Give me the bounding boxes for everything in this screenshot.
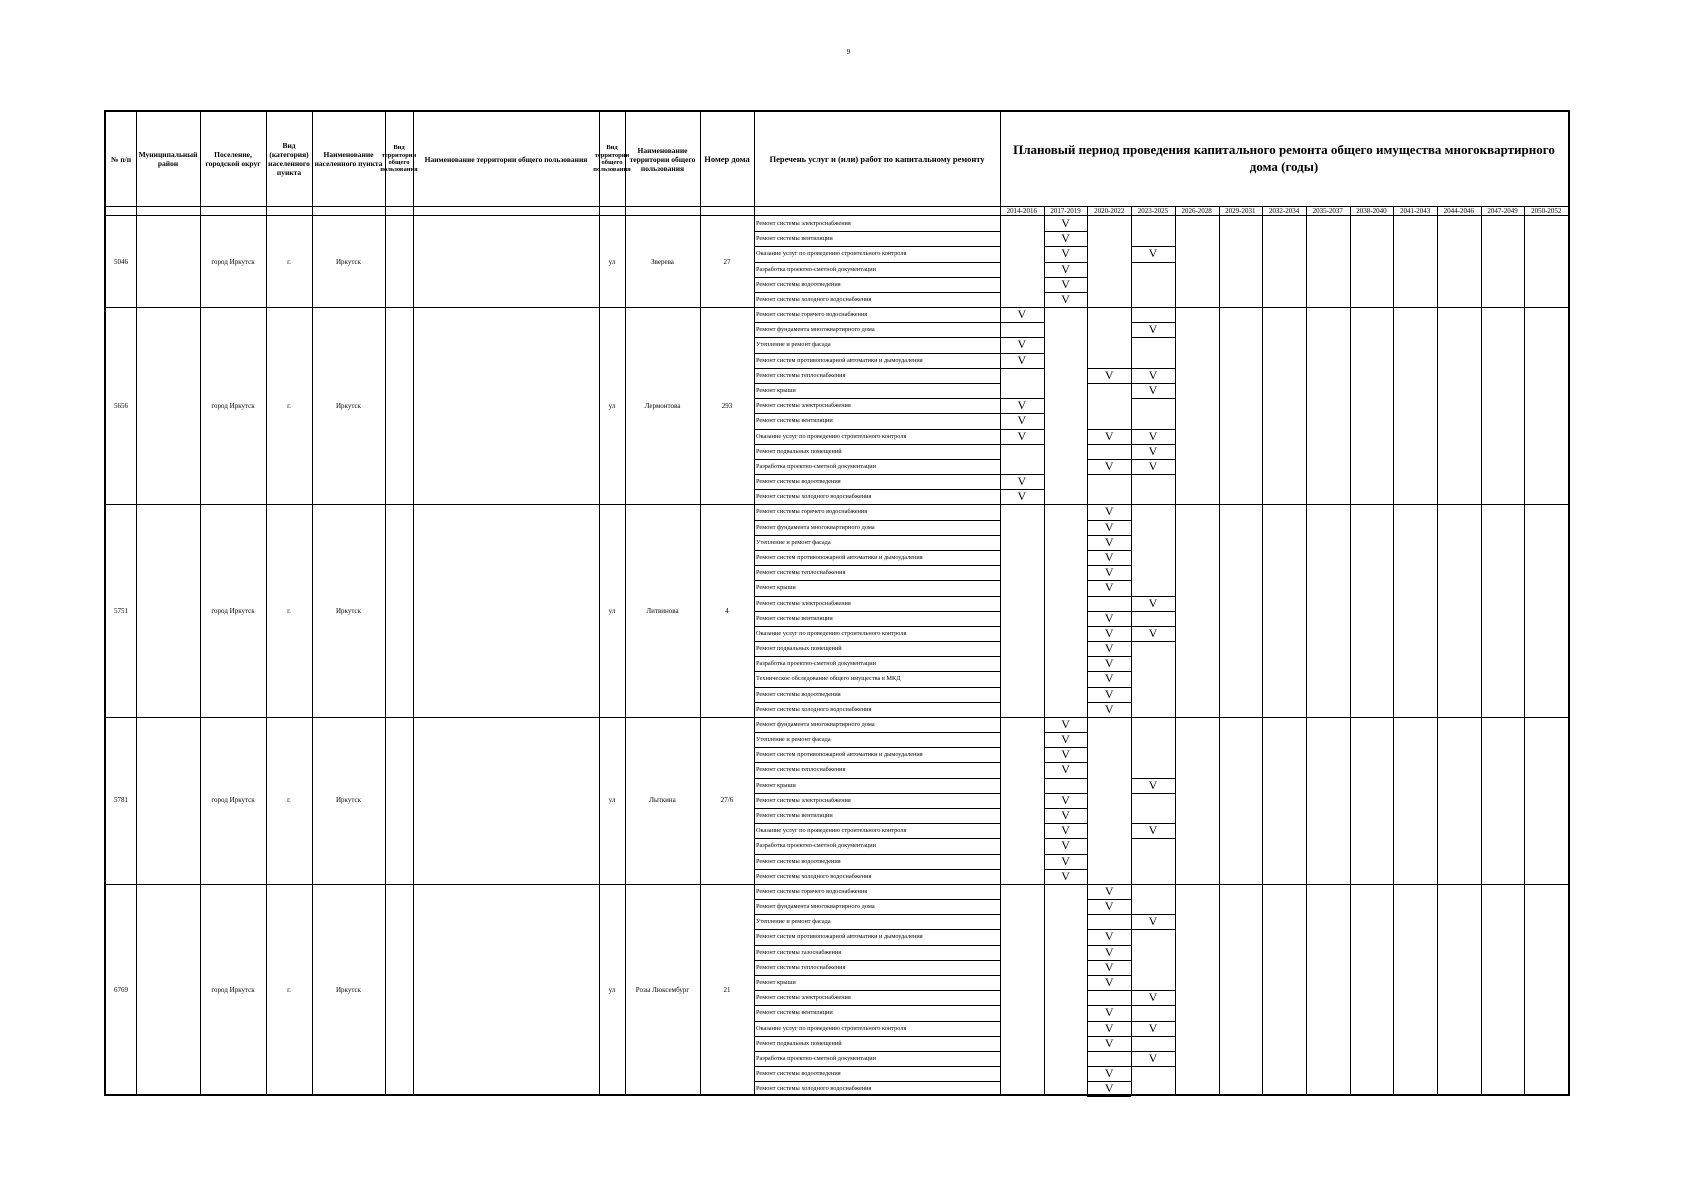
year-mark: V	[1104, 367, 1114, 382]
header-category: Вид (категория) населенного пункта	[268, 141, 310, 177]
work-item: Ремонт системы вентиляции	[756, 235, 833, 243]
work-item: Ремонт системы электроснабжения	[756, 994, 851, 1002]
year-mark: V	[1104, 1005, 1114, 1020]
year-mark: V	[1148, 443, 1158, 458]
category-cell: г.	[287, 606, 291, 615]
year-mark: V	[1148, 458, 1158, 473]
work-item: Ремонт систем противопожарной автоматики и дымоудаления	[756, 356, 923, 364]
work-item: Утепление и ремонт фасада	[756, 341, 831, 349]
work-item: Ремонт крыши	[756, 386, 796, 394]
street-type-cell: ул	[608, 401, 616, 410]
year-mark: V	[1148, 1050, 1158, 1065]
work-item: Оказание услуг по проведению строительного контроля	[756, 432, 907, 440]
year-header: 2026-2028	[1181, 207, 1212, 215]
work-item: Ремонт системы теплоснабжения	[756, 963, 846, 971]
work-item: Разработка проектно-сметной документации	[756, 462, 877, 470]
work-item: Оказание услуг по проведению строительного контроля	[756, 250, 907, 258]
work-item: Ремонт системы электроснабжения	[756, 402, 851, 410]
year-mark: V	[1061, 276, 1070, 291]
house-number-cell: 4	[725, 606, 729, 615]
year-mark: V	[1017, 398, 1027, 413]
locality-cell: Иркутск	[335, 401, 361, 410]
year-mark: V	[1061, 246, 1070, 261]
year-mark: V	[1061, 792, 1070, 807]
year-mark: V	[1061, 716, 1070, 731]
work-item: Ремонт системы теплоснабжения	[756, 766, 846, 774]
year-mark: V	[1148, 1020, 1158, 1035]
settlement-cell: город Иркутск	[211, 606, 255, 615]
work-item: Ремонт системы холодного водоснабжения	[756, 493, 872, 501]
year-mark: V	[1017, 413, 1027, 428]
work-item: Ремонт системы холодного водоснабжения	[756, 705, 872, 713]
year-mark: V	[1148, 246, 1158, 261]
year-mark: V	[1061, 291, 1070, 306]
year-mark: V	[1017, 474, 1027, 489]
year-header: 2029-2031	[1225, 207, 1256, 215]
work-item: Разработка проектно-сметной документации	[756, 842, 877, 850]
work-item: Ремонт системы водоотведения	[756, 478, 841, 486]
category-cell: г.	[287, 986, 291, 995]
settlement-cell: город Иркутск	[211, 986, 255, 995]
year-mark: V	[1148, 625, 1158, 640]
work-item: Разработка проектно-сметной документации	[756, 660, 877, 668]
year-header: 2047-2049	[1487, 207, 1518, 215]
year-mark: V	[1104, 899, 1114, 914]
work-item: Ремонт системы холодного водоснабжения	[756, 872, 872, 880]
work-item: Ремонт системы водоотведения	[756, 690, 841, 698]
street-cell: Зверева	[651, 257, 674, 266]
year-mark: V	[1061, 853, 1070, 868]
row-number: 6769	[114, 986, 128, 995]
year-mark: V	[1061, 261, 1070, 276]
category-cell: г.	[287, 401, 291, 410]
year-header: 2020-2022	[1094, 207, 1125, 215]
settlement-cell: город Иркутск	[211, 257, 255, 266]
year-mark: V	[1148, 322, 1158, 337]
year-mark: V	[1148, 382, 1158, 397]
header-territory-name: Наименование территории общего пользования	[424, 154, 588, 164]
year-mark: V	[1017, 337, 1027, 352]
year-mark: V	[1148, 990, 1158, 1005]
house-number-cell: 293	[721, 401, 733, 410]
year-mark: V	[1104, 1020, 1114, 1035]
header-works: Перечень услуг и (или) работ по капитальному ремонту	[769, 153, 985, 164]
street-cell: Лыткина	[649, 796, 676, 805]
settlement-cell: город Иркутск	[211, 401, 255, 410]
year-header: 2014-2016	[1006, 207, 1038, 215]
year-mark: V	[1017, 428, 1027, 443]
row-number: 5781	[114, 796, 128, 805]
year-mark: V	[1104, 656, 1114, 671]
year-mark: V	[1104, 549, 1114, 564]
year-header: 2023-2025	[1137, 207, 1169, 215]
year-mark: V	[1148, 777, 1158, 792]
street-type-cell: ул	[608, 257, 616, 266]
work-item: Утепление и ремонт фасада	[756, 538, 831, 546]
year-mark: V	[1104, 975, 1114, 989]
header-num: № п/п	[110, 154, 132, 164]
header-territory-type: Вид территории общего пользования	[380, 144, 418, 174]
street-cell: Лермонтова	[644, 401, 681, 410]
year-header: 2017-2019	[1050, 207, 1081, 215]
header-locality-name: Наименование населенного пункта	[314, 150, 383, 168]
work-item: Ремонт системы газоснабжения	[756, 948, 842, 956]
year-header: 2041-2043	[1399, 207, 1431, 215]
house-number-cell: 21	[723, 986, 731, 995]
work-item: Ремонт систем противопожарной автоматики и дымоудаления	[756, 933, 923, 941]
year-mark: V	[1148, 914, 1158, 929]
header-territory-name-2: Наименование территории общего пользования	[629, 145, 696, 173]
settlement-cell: город Иркутск	[211, 796, 255, 805]
header-house-number: Номер дома	[704, 153, 750, 164]
category-cell: г.	[287, 796, 291, 805]
year-mark: V	[1104, 671, 1114, 686]
work-item: Разработка проектно-сметной документации	[756, 1054, 877, 1062]
year-header: 2035-2037	[1312, 207, 1343, 215]
year-mark: V	[1061, 732, 1070, 747]
work-item: Разработка проектно-сметной документации	[756, 265, 877, 273]
year-mark: V	[1104, 686, 1114, 701]
row-number: 5046	[114, 257, 128, 266]
year-mark: V	[1104, 565, 1114, 580]
year-mark: V	[1148, 367, 1158, 382]
year-mark: V	[1061, 216, 1070, 230]
year-mark: V	[1104, 929, 1114, 944]
year-header: 2032-2034	[1268, 207, 1300, 215]
work-item: Ремонт системы электроснабжения	[756, 599, 851, 607]
year-mark: V	[1148, 428, 1158, 443]
work-item: Ремонт крыши	[756, 781, 796, 789]
work-item: Утепление и ремонт фасада	[756, 736, 831, 744]
work-item: Оказание услуг по проведению строительного контроля	[756, 827, 907, 835]
house-number-cell: 27	[723, 257, 731, 266]
work-item: Ремонт фундамента многоквартирного дома	[756, 720, 875, 728]
year-mark: V	[1148, 823, 1158, 838]
work-item: Ремонт системы холодного водоснабжения	[756, 1085, 872, 1093]
house-number-cell: 27/6	[720, 796, 734, 805]
work-item: Ремонт системы водоотведения	[756, 1070, 841, 1078]
year-mark: V	[1104, 504, 1114, 519]
work-item: Оказание услуг по проведению строительного контроля	[756, 1024, 907, 1032]
work-item: Ремонт крыши	[756, 584, 796, 592]
row-number: 5751	[114, 606, 128, 615]
year-header: 2038-2040	[1356, 207, 1387, 215]
year-mark: V	[1061, 231, 1070, 246]
year-mark: V	[1061, 808, 1070, 823]
work-item: Ремонт фундамента многоквартирного дома	[756, 903, 875, 911]
work-item: Ремонт системы горячего водоснабжения	[756, 887, 868, 895]
street-type-cell: ул	[608, 986, 616, 995]
year-mark: V	[1061, 823, 1070, 838]
year-mark: V	[1061, 762, 1070, 777]
work-item: Утепление и ремонт фасада	[756, 918, 831, 926]
year-mark: V	[1104, 1066, 1114, 1081]
year-mark: V	[1104, 610, 1114, 625]
work-item: Ремонт системы вентиляции	[756, 1009, 833, 1017]
header-territory-type-2: Вид территории общего пользования	[593, 144, 631, 174]
work-item: Ремонт фундамента многоквартирного дома	[756, 523, 875, 531]
year-mark: V	[1061, 838, 1070, 853]
year-mark: V	[1148, 595, 1158, 610]
work-item: Ремонт системы электроснабжения	[756, 220, 851, 227]
work-item: Ремонт системы горячего водоснабжения	[756, 508, 868, 516]
year-mark: V	[1104, 944, 1114, 959]
year-mark: V	[1104, 519, 1114, 534]
year-mark: V	[1104, 883, 1114, 898]
street-type-cell: ул	[608, 606, 616, 615]
work-item: Ремонт системы вентиляции	[756, 417, 833, 425]
work-item: Оказание услуг по проведению строительного контроля	[756, 629, 907, 637]
work-item: Ремонт системы водоотведения	[756, 857, 841, 865]
year-mark: V	[1104, 641, 1114, 656]
work-item: Ремонт системы вентиляции	[756, 614, 833, 622]
year-mark: V	[1017, 307, 1027, 322]
row-number: 5656	[114, 401, 128, 410]
work-item: Техническое обследование общего имущества в МКД	[756, 675, 901, 683]
header-district: Муниципальный район	[138, 150, 198, 168]
header-settlement: Поселение, городской округ	[205, 150, 261, 168]
work-item: Ремонт крыши	[756, 979, 796, 986]
work-item: Ремонт системы электроснабжения	[756, 796, 851, 804]
street-cell: Розы Люксембург	[635, 986, 690, 995]
capital-repair-table	[104, 110, 1570, 1096]
work-item: Ремонт системы горячего водоснабжения	[756, 311, 868, 319]
year-header: 2050-2052	[1531, 207, 1562, 215]
year-mark: V	[1104, 580, 1114, 595]
locality-cell: Иркутск	[335, 796, 361, 805]
street-type-cell: ул	[608, 796, 616, 805]
year-mark: V	[1104, 625, 1114, 640]
header-planned-period: Плановый период проведения капитального ремонта общего имущества многоквартирного дома (годы)	[1013, 142, 1555, 174]
street-cell: Литвинова	[646, 606, 679, 615]
year-mark: V	[1104, 1035, 1114, 1050]
year-mark: V	[1061, 747, 1070, 762]
work-item: Ремонт системы водоотведения	[756, 280, 841, 288]
locality-cell: Иркутск	[335, 257, 361, 266]
work-item: Ремонт систем противопожарной автоматики и дымоудаления	[756, 751, 923, 759]
work-item: Ремонт системы холодного водоснабжения	[756, 295, 872, 303]
year-header: 2044-2046	[1443, 207, 1475, 215]
work-item: Ремонт системы вентиляции	[756, 812, 833, 820]
work-item: Ремонт систем противопожарной автоматики и дымоудаления	[756, 553, 923, 561]
year-mark: V	[1104, 701, 1114, 716]
year-mark: V	[1061, 868, 1070, 883]
work-item: Ремонт системы теплоснабжения	[756, 371, 846, 379]
locality-cell: Иркутск	[335, 986, 361, 995]
year-mark: V	[1104, 428, 1114, 443]
work-item: Ремонт фундамента многоквартирного дома	[756, 326, 875, 334]
year-mark: V	[1104, 534, 1114, 549]
page-number: 9	[846, 48, 851, 56]
work-item: Ремонт подвальных помещений	[756, 645, 842, 653]
year-mark: V	[1104, 1081, 1114, 1096]
work-item: Ремонт подвальных помещений	[756, 1039, 842, 1047]
category-cell: г.	[287, 257, 291, 266]
year-mark: V	[1104, 959, 1114, 974]
locality-cell: Иркутск	[335, 606, 361, 615]
work-item: Ремонт системы теплоснабжения	[756, 569, 846, 577]
work-item: Ремонт подвальных помещений	[756, 447, 842, 455]
year-mark: V	[1017, 352, 1027, 367]
year-mark: V	[1017, 489, 1027, 504]
year-mark: V	[1104, 458, 1114, 473]
